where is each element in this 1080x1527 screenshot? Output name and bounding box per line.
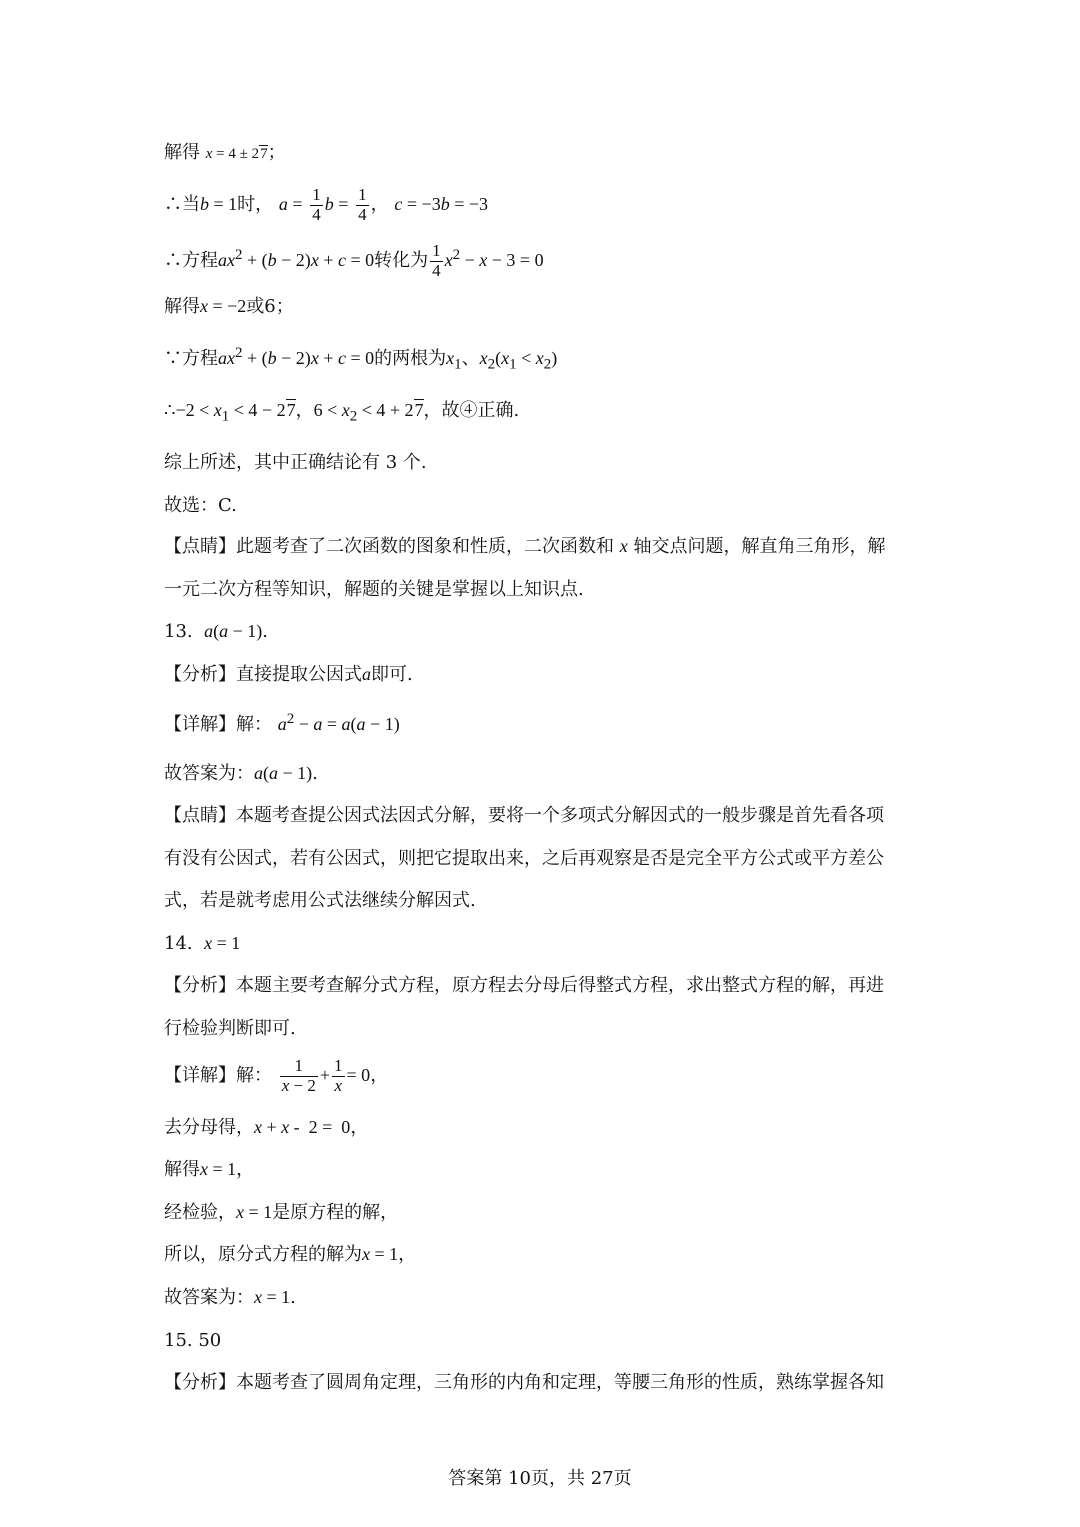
line-21: 【详解】解： $\frac{1}{x - 2}$ + $\frac{1}{x}$ = 0，: [164, 1056, 389, 1095]
line-1: 解得 x = 4 ± 27；: [164, 142, 286, 163]
line-18: 14. x = 1: [164, 933, 241, 954]
line-25: 所以，原分式方程的解为x = 1，: [164, 1244, 417, 1265]
line-8: 故选：C.: [164, 495, 237, 516]
line-26: 故答案为：x = 1.: [164, 1287, 296, 1308]
line-16: 有没有公因式，若有公因式，则把它提取出来，之后再观察是否是完全平方公式或平方差公: [164, 848, 884, 869]
line-10: 一元二次方程等知识，解题的关键是掌握以上知识点.: [164, 579, 584, 600]
line-15: 【点睛】本题考查提公因式法因式分解，要将一个多项式分解因式的一般步骤是首先看各项: [164, 805, 884, 826]
line-17: 式，若是就考虑用公式法继续分解因式.: [164, 890, 476, 911]
line-27: 15. 50: [164, 1330, 222, 1351]
line-13: 【详解】解： $a^2 - a = a(a - 1)$: [164, 711, 400, 735]
line-11: 13. a(a − 1).: [164, 621, 268, 642]
page-footer: 答案第 10页，共 27页: [448, 1468, 632, 1489]
line-23: 解得x = 1，: [164, 1159, 255, 1180]
line-5: ∵方程$ax^2 + (b - 2)x + c = 0$的两根为$x_1$、$x_2(x_1 < x_2)$: [164, 345, 558, 373]
line-9: 【点睛】此题考查了二次函数的图象和性质，二次函数和 x 轴交点问题，解直角三角形，解: [164, 536, 886, 557]
line-19: 【分析】本题主要考查解分式方程，原方程去分母后得整式方程，求出整式方程的解，再进: [164, 975, 884, 996]
line-20: 行检验判断即可.: [164, 1018, 296, 1039]
line-12: 【分析】直接提取公因式a即可.: [164, 664, 413, 685]
line-4: 解得x = −2或6；: [164, 296, 294, 317]
line-24: 经检验，x = 1是原方程的解，: [164, 1202, 399, 1223]
line-22: 去分母得，x + x - 2 = 0，: [164, 1117, 369, 1138]
line-14: 故答案为：a(a − 1).: [164, 763, 318, 784]
line-3: ∴方程$ax^2 + (b - 2)x + c = 0$转化为 $\frac{1}{4}$ $x^2 - x - 3 = 0$: [164, 241, 544, 280]
line-2: ∴当b = 1时， a = $\frac{1}{4}$ b = $\frac{1}{4}$ ， c = −3b = −3: [164, 185, 489, 224]
line-28: 【分析】本题考查了圆周角定理，三角形的内角和定理，等腰三角形的性质，熟练掌握各知: [164, 1372, 884, 1393]
line-7: 综上所述，其中正确结论有 3 个.: [164, 452, 427, 473]
line-6: ∴−2 < $x_1 < 4 - 27$，$6 < x_2 < 4 + 27$，故④正确.: [164, 400, 520, 425]
